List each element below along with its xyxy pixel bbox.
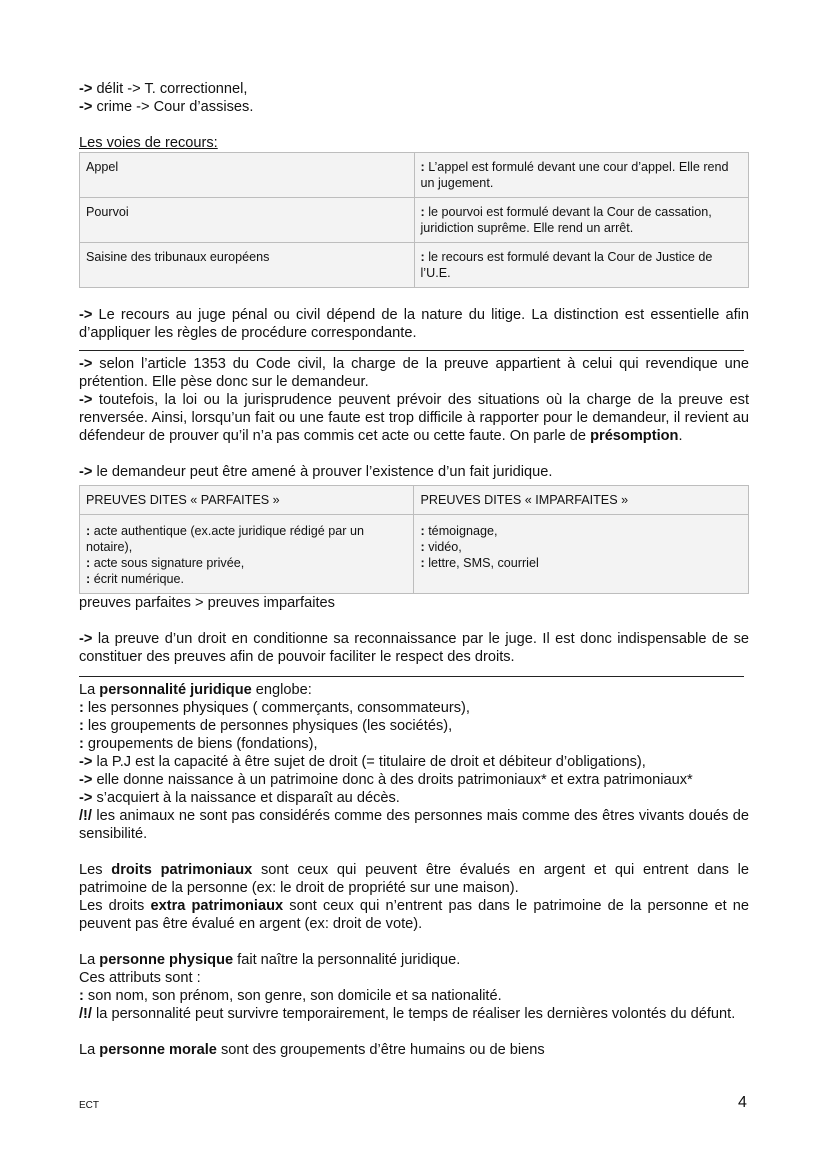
- table-row: [80, 515, 749, 594]
- list-item: -> la P.J est la capacité à être sujet de droit (= titulaire de droit et débiteur d’obligations),: [79, 754, 646, 770]
- preuves-table: [79, 485, 749, 594]
- attributs-line: Ces attributs sont :: [79, 970, 201, 986]
- table-cell: Saisine des tribunaux européens: [80, 243, 415, 288]
- table-cell: : témoignage, : vidéo, : lettre, SMS, courriel: [414, 515, 749, 594]
- personne-morale-line: La personne morale sont des groupements d’être humains ou de biens: [79, 1042, 545, 1058]
- personnalite-intro: La personnalité juridique englobe:: [79, 682, 312, 698]
- recours-heading: Les voies de recours:: [79, 135, 218, 151]
- line-crime: [79, 98, 749, 116]
- table-header-cell: PREUVES DITES « IMPARFAITES »: [414, 486, 749, 515]
- arrow-marker: ->: [79, 99, 93, 115]
- table-cell: : le pourvoi est formulé devant la Cour de cassation, juridiction suprême. Elle rend un arrêt.: [414, 198, 749, 243]
- document-page: [79, 80, 749, 1059]
- table-cell: Appel: [80, 153, 415, 198]
- horizontal-rule: [79, 350, 744, 351]
- list-item: : groupements de biens (fondations),: [79, 736, 318, 752]
- paragraph-charge-preuve: -> selon l’article 1353 du Code civil, la charge de la preuve appartient à celui qui revendique une prétention. Elle pèse donc sur le demandeur.: [79, 356, 749, 390]
- line-demandeur: -> le demandeur peut être amené à prouver l’existence d’un fait juridique.: [79, 464, 553, 480]
- list-item: -> elle donne naissance à un patrimoine donc à des droits patrimoniaux* et extra patrimoniaux*: [79, 772, 693, 788]
- list-item: -> s’acquiert à la naissance et disparaît au décès.: [79, 790, 400, 806]
- table-cell: : le recours est formulé devant la Cour de Justice de l’U.E.: [414, 243, 749, 288]
- table-cell: : acte authentique (ex.acte juridique rédigé par un notaire), : acte sous signature privée, : écrit numérique.: [80, 515, 414, 594]
- paragraph-droits-extra: Les droits extra patrimoniaux sont ceux qui n’entrent pas dans le patrimoine de la personne et ne peuvent pas être évalué en argent (ex: droit de vote).: [79, 898, 750, 932]
- recours-table: [79, 152, 749, 288]
- table-row: [80, 198, 749, 243]
- table-row: [80, 243, 749, 288]
- paragraph-droit: -> la preuve d’un droit en conditionne sa reconnaissance par le juge. Il est donc indispensable de se constituer des preuves afin de pouvoir faciliter le respect des droits.: [79, 631, 749, 665]
- table-header-row: [80, 486, 749, 515]
- table-cell: Pourvoi: [80, 198, 415, 243]
- paragraph-droits-patrimoniaux: Les droits patrimoniaux sont ceux qui peuvent être évalués en argent et qui entrent dans le patrimoine de la personne (ex: le droit de propriété sur une maison).: [79, 862, 749, 896]
- footer-label: ECT: [79, 1100, 99, 1111]
- warning-animaux: /!/ les animaux ne sont pas considérés comme des personnes mais comme des êtres vivants doués de sensibilité.: [79, 808, 749, 842]
- paragraph-presomption: -> toutefois, la loi ou la jurisprudence peuvent prévoir des situations où la charge de la preuve est renversée. Ainsi, lorsqu’un fait ou une faute est trop difficile à rapporter pour le demandeur, il revient au défendeur de prouver qu’il n’a pas commis cet acte ou cette faute. On parle de présomption.: [79, 392, 749, 444]
- warning-defunt: /!/ la personnalité peut survivre temporairement, le temps de réaliser les dernières volontés du défunt.: [79, 1006, 736, 1022]
- list-item: : son nom, son prénom, son genre, son domicile et sa nationalité.: [79, 988, 502, 1004]
- page-number: 4: [738, 1094, 747, 1111]
- comparison-line: preuves parfaites > preuves imparfaites: [79, 595, 335, 611]
- table-row: [80, 153, 749, 198]
- paragraph-recours: -> Le recours au juge pénal ou civil dépend de la nature du litige. La distinction est essentielle afin d’appliquer les règles de procédure correspondante.: [79, 307, 749, 341]
- line-text: délit -> T. correctionnel,: [92, 81, 248, 97]
- personne-physique-line: La personne physique fait naître la personnalité juridique.: [79, 952, 461, 968]
- arrow-marker: ->: [79, 81, 93, 97]
- list-item: : les groupements de personnes physiques (les sociétés),: [79, 718, 453, 734]
- table-header-cell: PREUVES DITES « PARFAITES »: [80, 486, 414, 515]
- line-text: crime -> Cour d’assises.: [92, 99, 254, 115]
- table-cell: : L’appel est formulé devant une cour d’appel. Elle rend un jugement.: [414, 153, 749, 198]
- horizontal-rule: [79, 676, 744, 677]
- list-item: : les personnes physiques ( commerçants, consommateurs),: [79, 700, 470, 716]
- line-delit: [79, 80, 749, 98]
